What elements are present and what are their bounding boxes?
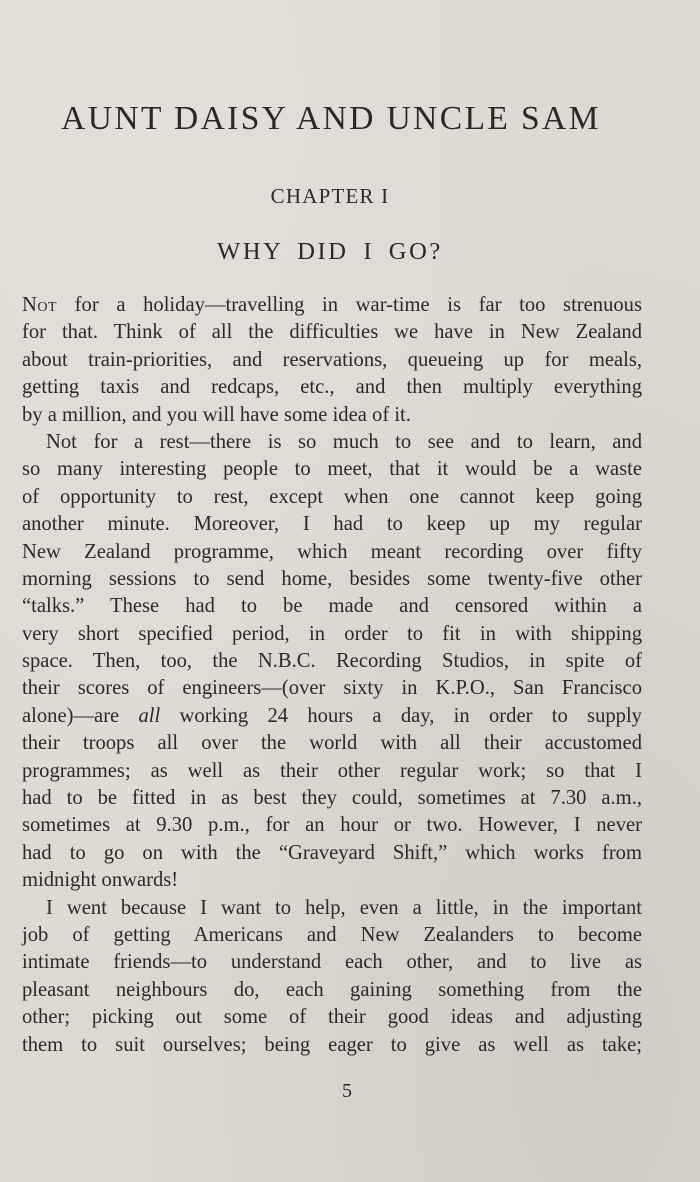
text-line: about train-priorities, and reservations, queueing up for meals, (22, 348, 642, 371)
text-line: their scores of engineers—(over sixty in K.P.O., San Francisco (22, 677, 642, 700)
text-line: pleasant neighbours do, each gaining something from the (22, 978, 642, 1001)
text-line: intimate friends—to understand each other, and to live as (22, 951, 642, 974)
chapter-title: WHY DID I GO? (217, 238, 443, 265)
text-line: by a million, and you will have some idea of it. (22, 403, 411, 426)
text-line: midnight onwards! (22, 869, 179, 892)
opening-word: Not (22, 294, 58, 316)
text-line: programmes; as well as their other regular work; so that I (22, 759, 642, 782)
text-line: Not for a rest—there is so much to see and to learn, and (46, 430, 642, 453)
text-fragment: alone)—are (22, 704, 139, 727)
text-fragment: working 24 hours a day, in order to supply (160, 704, 642, 727)
text-line: so many interesting people to meet, that it would be a waste (22, 458, 642, 481)
text-line: for that. Think of all the difficulties we have in New Zealand (22, 321, 642, 344)
text-line: New Zealand programme, which meant recording over fifty (22, 540, 642, 563)
text-line: sometimes at 9.30 p.m., for an hour or two. However, I never (22, 814, 642, 837)
text-line: job of getting Americans and New Zealanders to become (22, 923, 642, 946)
text-line: I went because I want to help, even a little, in the important (46, 896, 642, 919)
text-line: very short specified period, in order to fit in with shipping (22, 622, 642, 645)
italic-word: all (138, 704, 161, 727)
text-line (22, 292, 642, 319)
text-line: had to go on with the “Graveyard Shift,” which works from (22, 841, 642, 864)
body-text (22, 292, 642, 1059)
text-line: them to suit ourselves; being eager to give as well as take; (22, 1033, 642, 1056)
page-number: 5 (342, 1080, 352, 1102)
text-fragment: for a holiday—travelling in war-time is far too strenuous (57, 294, 642, 316)
text-line: space. Then, too, the N.B.C. Recording Studios, in spite of (22, 650, 642, 673)
text-line: “talks.” These had to be made and censored within a (22, 595, 642, 618)
text-line: getting taxis and redcaps, etc., and then multiply everything (22, 376, 642, 399)
running-title: AUNT DAISY AND UNCLE SAM (61, 100, 601, 137)
text-line: their troops all over the world with all their accustomed (22, 732, 642, 755)
text-line: another minute. Moreover, I had to keep up my regular (22, 513, 642, 536)
text-line: had to be fitted in as best they could, sometimes at 7.30 a.m., (22, 787, 642, 810)
chapter-number: CHAPTER I (270, 184, 390, 208)
text-line (22, 703, 642, 730)
text-line: of opportunity to rest, except when one cannot keep going (22, 485, 642, 508)
text-line: morning sessions to send home, besides some twenty-five other (22, 567, 642, 590)
text-line: other; picking out some of their good ideas and adjusting (22, 1006, 642, 1029)
